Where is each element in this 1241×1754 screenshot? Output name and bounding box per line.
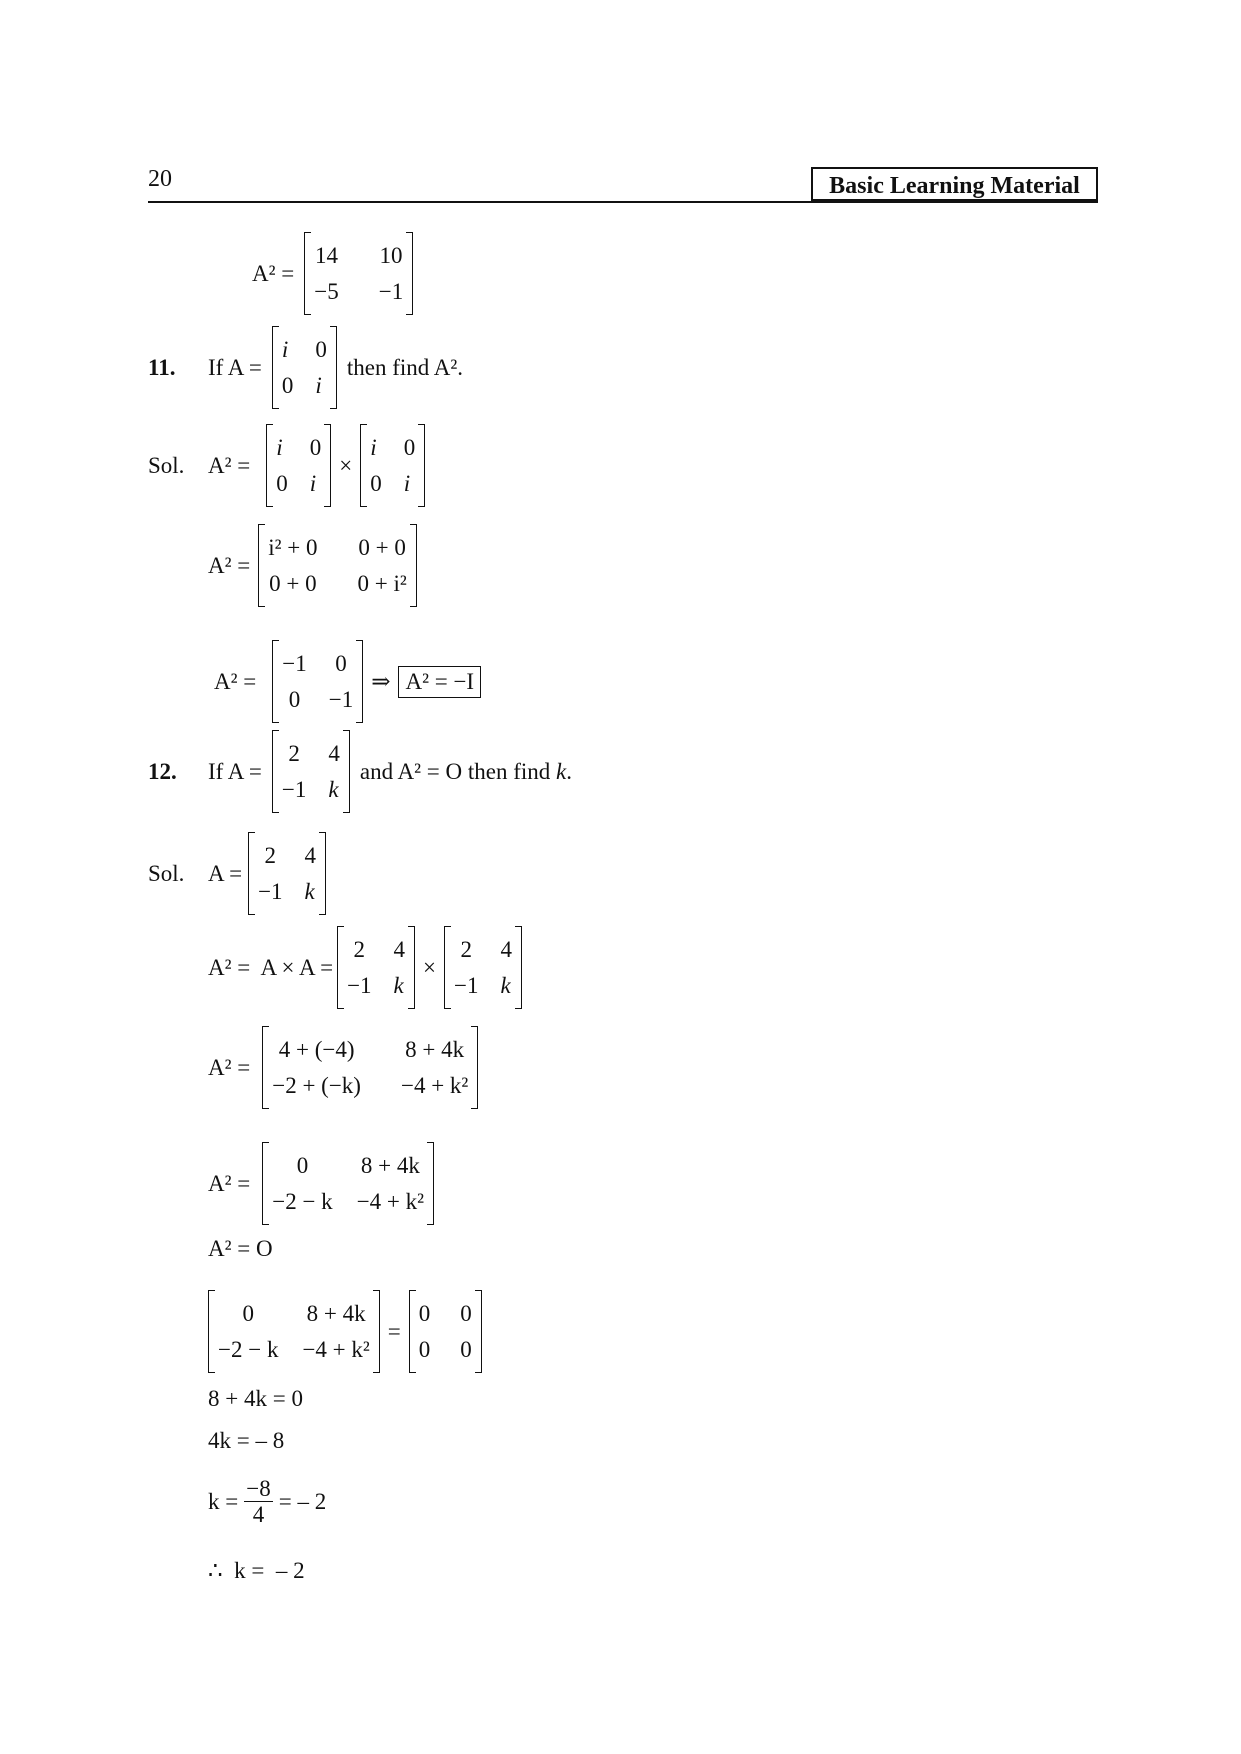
question-prefix: If A =	[208, 758, 262, 784]
step-lhs: A =	[208, 860, 243, 886]
fraction	[244, 1476, 272, 1528]
s1-matrix: 2 4 −1 k	[248, 832, 326, 915]
q12-sol-step5: A² = O	[208, 1236, 273, 1261]
question-number: 12.	[148, 758, 177, 784]
question-suffix: and A² = O then find k.	[359, 758, 573, 784]
step1-matrix-2: i 0 0 i	[360, 424, 425, 507]
q12-sol-step9	[208, 1476, 326, 1528]
step-lhs: k =	[208, 1488, 239, 1514]
q11-matrix: i 0 0 i	[272, 326, 337, 409]
q12-sol-step1	[148, 832, 326, 915]
page-number: 20	[148, 166, 172, 192]
step1-matrix-1: i 0 0 i	[266, 424, 331, 507]
q12-sol-step7: 8 + 4k = 0	[208, 1386, 303, 1411]
q12-sol-step4	[208, 1142, 434, 1225]
s6-matrix-1: 0 8 + 4k −2 − k −4 + k²	[208, 1290, 380, 1373]
running-title: Basic Learning Material	[811, 167, 1098, 201]
step-lhs: A² =	[214, 668, 257, 694]
sol-label: Sol.	[148, 860, 185, 886]
step-lhs: A² =	[208, 1170, 251, 1196]
step-lhs: A² =	[208, 1054, 251, 1080]
q11-sol-step3	[214, 640, 481, 723]
question-11	[148, 326, 463, 409]
step2-matrix: i² + 0 0 + 0 0 + 0 0 + i²	[258, 524, 417, 607]
step-rhs: = – 2	[278, 1488, 327, 1514]
question-prefix: If A =	[208, 354, 262, 380]
equals-sign: =	[387, 1318, 401, 1344]
step-lhs: A² =	[208, 452, 251, 478]
question-number: 11.	[148, 354, 176, 380]
step-lhs: A² =	[208, 552, 251, 578]
sol-label: Sol.	[148, 452, 185, 478]
question-12	[148, 730, 572, 813]
step3-matrix: −1 0 0 −1	[272, 640, 363, 723]
header-rule	[148, 201, 1098, 203]
q11-sol-step1	[148, 424, 425, 507]
boxed-result: A² = −I	[398, 666, 481, 698]
q12-matrix: 2 4 −1 k	[272, 730, 350, 813]
q12-sol-step6	[208, 1290, 482, 1373]
q12-sol-step8: 4k = – 8	[208, 1428, 285, 1453]
prev-lhs: A² =	[252, 260, 295, 286]
s2-matrix-1: 2 4 −1 k	[337, 926, 415, 1009]
prev-matrix: 14 10 −5 −1	[304, 232, 413, 315]
q12-final-answer: ∴ k = – 2	[208, 1558, 305, 1583]
implies-sign: ⇒	[371, 668, 391, 694]
s6-matrix-2: 0 0 0 0	[409, 1290, 482, 1373]
s2-matrix-2: 2 4 −1 k	[444, 926, 522, 1009]
fraction-numerator: −8	[246, 1476, 271, 1501]
question-suffix: then find A².	[346, 354, 464, 380]
s4-matrix: 0 8 + 4k −2 − k −4 + k²	[262, 1142, 434, 1225]
s3-matrix: 4 + (−4) 8 + 4k −2 + (−k) −4 + k²	[262, 1026, 478, 1109]
prev-result	[252, 232, 413, 315]
fraction-denominator: 4	[252, 1502, 265, 1528]
times-sign: ×	[339, 452, 353, 478]
times-sign: ×	[423, 954, 437, 980]
q12-sol-step2	[208, 926, 522, 1009]
q12-sol-step3	[208, 1026, 478, 1109]
q11-sol-step2	[208, 524, 417, 607]
step-lhs: A² = A × A =	[208, 954, 334, 980]
